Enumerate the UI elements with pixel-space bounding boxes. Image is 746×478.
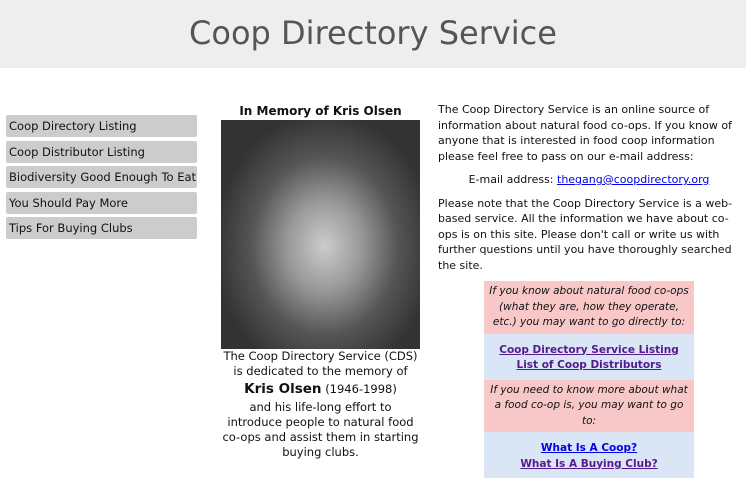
memorial-name: Kris Olsen [244, 381, 322, 397]
header [0, 0, 746, 68]
nav-you-should-pay-more[interactable]: You Should Pay More [6, 192, 197, 214]
nav-biodiversity[interactable]: Biodiversity Good Enough To Eat [6, 166, 197, 188]
coop-distributors-link[interactable]: List of Coop Distributors [516, 359, 662, 371]
email-label: E-mail address: [468, 173, 557, 186]
nav-tips-buying-clubs[interactable]: Tips For Buying Clubs [6, 217, 197, 239]
nav-coop-directory-listing[interactable]: Coop Directory Listing [6, 115, 197, 137]
box-text-2: If you need to know more about what a food co-op is, you may want to go to: [484, 380, 694, 433]
box-text-1: If you know about natural food co-ops (what they are, how they operate, etc.) you may want to go directly to: [484, 281, 694, 334]
memorial-text-2: and his life-long effort to introduce people to natural food co-ops and assist them in starting buying clubs. [222, 400, 419, 459]
email-link[interactable]: thegang@coopdirectory.org [557, 173, 710, 186]
nav-coop-distributor-listing[interactable]: Coop Distributor Listing [6, 141, 197, 163]
notice-paragraph: Please note that the Coop Directory Service is a web-based service. All the information we have about co-ops is on this site. Please don't call or write us with further questions until you have thoroughly searched the site. [438, 196, 733, 272]
intro-section [438, 102, 740, 478]
memorial-section [221, 104, 420, 460]
sidebar-nav [6, 115, 197, 243]
memorial-heading: In Memory of Kris Olsen [239, 104, 402, 118]
memorial-years: (1946-1998) [325, 382, 397, 396]
site-title: Coop Directory Service [189, 14, 557, 52]
coop-directory-listing-link[interactable]: Coop Directory Service Listing [499, 343, 679, 356]
what-is-a-coop-link[interactable]: What Is A Coop? [540, 442, 638, 454]
memorial-text-1: The Coop Directory Service (CDS) is dedicated to the memory of [223, 349, 418, 378]
intro-paragraph: The Coop Directory Service is an online source of information about natural food co-ops. If you know of anyone that is interested in food coop information please feel free to pass on our e-mail address: [438, 103, 732, 163]
kris-olsen-photo [221, 120, 420, 349]
what-is-a-buying-club-link[interactable]: What Is A Buying Club? [520, 457, 658, 470]
directions-box [484, 281, 694, 478]
